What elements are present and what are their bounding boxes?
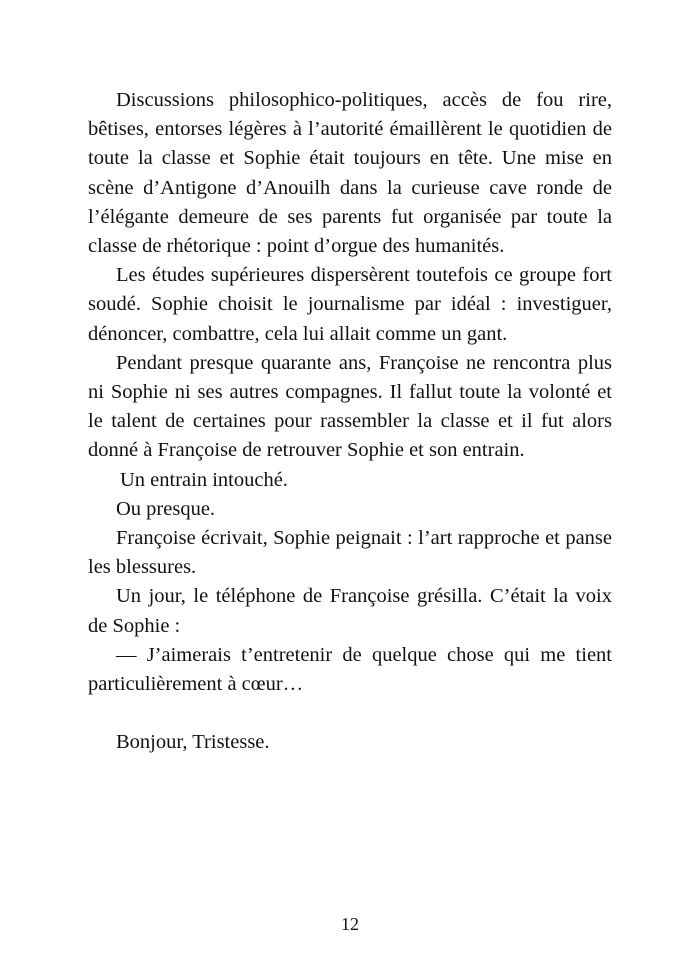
paragraph: Pendant presque quarante ans, Françoise ne rencontra plus ni Sophie ni ses autres compagnes. Il fallut toute la volonté et le talent de certaines pour rassembler la classe et il fut alors donné à Françoise de retrouver Sophie et son entrain.: [88, 351, 612, 462]
paragraph: Discussions philosophico-politiques, accès de fou rire, bêtises, entorses légères à l’autorité émaillèrent le quotidien de toute la classe et Sophie était toujours en tête. Une mise en scène d’Antigone d’Anouilh dans la curieuse cave ronde de l’élégante demeure de ses parents fut organisée par toute la classe de rhétorique : point d’orgue des humanités.: [88, 89, 612, 258]
page-number: 12: [341, 914, 359, 934]
dialogue-paragraph: — J’aimerais t’entretenir de quelque chose qui me tient particulièrement à cœur…: [88, 643, 612, 696]
section-gap: [88, 699, 612, 728]
body-text: [88, 86, 612, 757]
paragraph: Un entrain intouché.: [120, 468, 288, 491]
closing-line: Bonjour, Tristesse.: [116, 731, 270, 754]
paragraph: Françoise écrivait, Sophie peignait : l’art rapproche et panse les blessures.: [88, 527, 612, 579]
paragraph: Les études supérieures dispersèrent toutefois ce groupe fort soudé. Sophie choisit le journalisme par idéal : investiguer, dénoncer, combattre, cela lui allait comme un gant.: [88, 264, 612, 345]
paragraph: Un jour, le téléphone de Françoise grésilla. C’était la voix de Sophie :: [88, 585, 612, 637]
paragraph: Ou presque.: [116, 497, 216, 520]
